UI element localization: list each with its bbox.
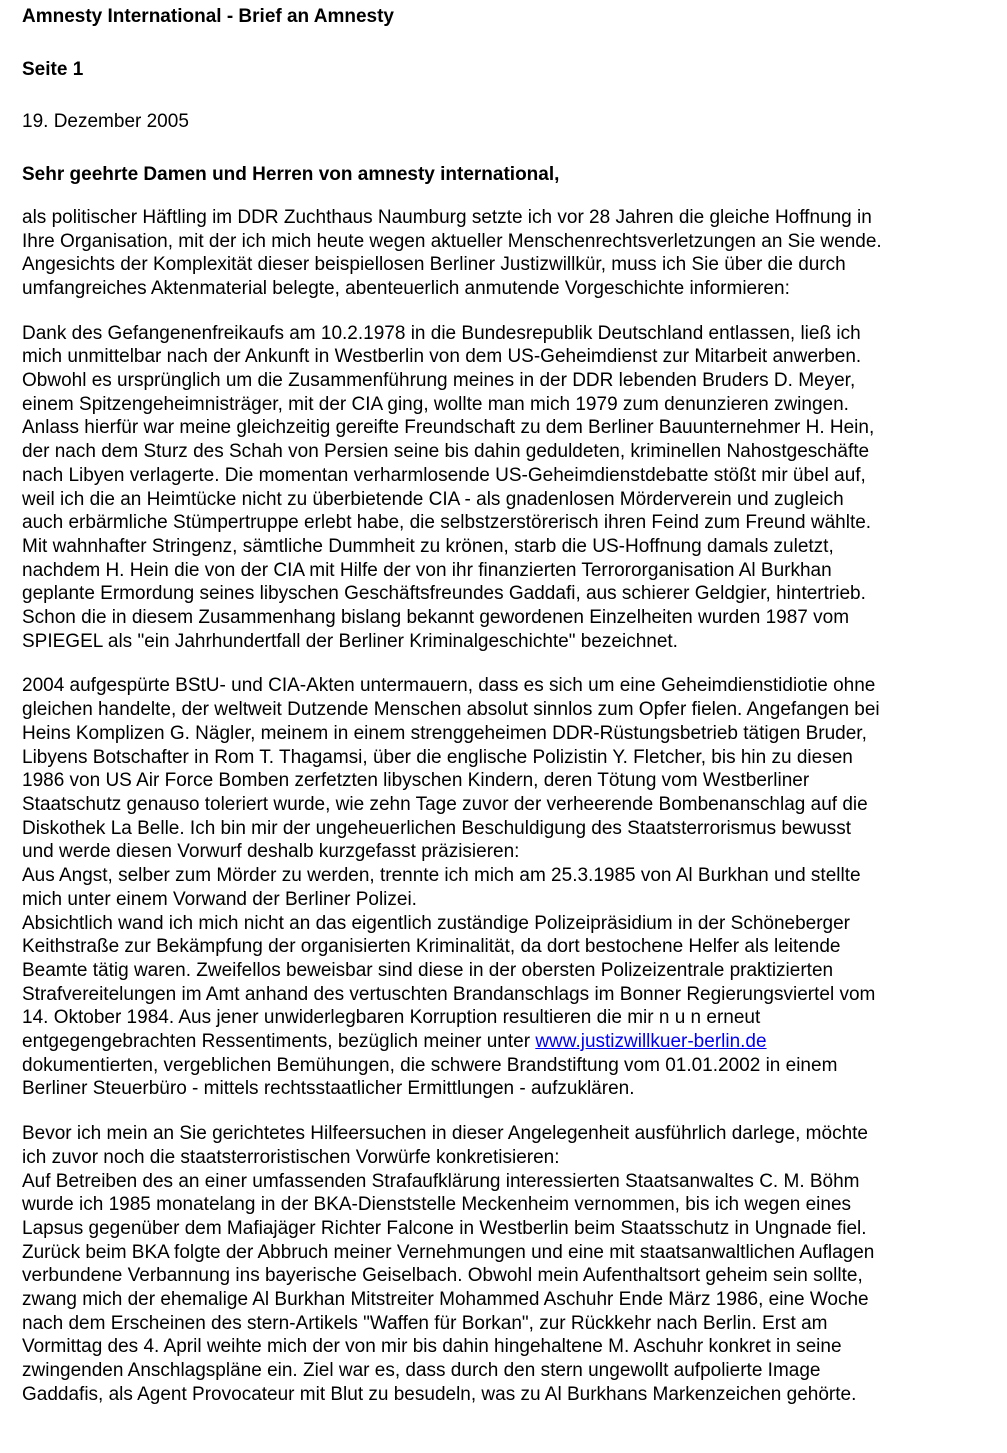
letter-date: 19. Dezember 2005 (22, 111, 189, 133)
paragraph-3 (22, 674, 985, 1101)
text-line: Ihre Organisation, mit der ich mich heute wegen aktueller Menschenrechtsverletzungen an Sie wende. (22, 230, 882, 252)
text-line: Mit wahnhafter Stringenz, sämtliche Dummheit zu krönen, starb die US-Hoffnung damals zuletzt, (22, 535, 834, 557)
text-line: Beamte tätig waren. Zweifellos beweisbar sind diese in der obersten Polizeizentrale praktizierten (22, 959, 834, 981)
text-line: Obwohl es ursprünglich um die Zusammenführung meines in der DDR lebenden Bruders D. Meyer, (22, 370, 856, 392)
text-line: auch erbärmliche Stümpertruppe erlebt habe, die selbstzerstörerisch ihren Feind zum Freund wählte. (22, 512, 872, 534)
text-line: umfangreiches Aktenmaterial belegte, abenteuerlich anmutende Vorgeschichte informieren: (22, 277, 790, 299)
text-line: 14. Oktober 1984. Aus jener unwiderlegbaren Korruption resultieren die mir n u n erneut (22, 1007, 761, 1029)
text-line: nach dem Erscheinen des stern-Artikels "Waffen für Borkan", zur Rückkehr nach Berlin. Erst am (22, 1312, 828, 1334)
page-number: Seite 1 (22, 58, 84, 80)
text-line: wurde ich 1985 monatelang in der BKA-Dienststelle Meckenheim vernommen, bis ich wegen eines (22, 1194, 852, 1216)
text-line: und werde diesen Vorwurf deshalb kurzgefasst präzisieren: (22, 841, 520, 863)
text-line: Keithstraße zur Bekämpfung der organisierten Kriminalität, da dort bestochene Helfer als leitende (22, 936, 841, 958)
salutation: Sehr geehrte Damen und Herren von amnesty international, (22, 164, 560, 186)
text-line: Bevor ich mein an Sie gerichtetes Hilfeersuchen in dieser Angelegenheit ausführlich darlege, möchte (22, 1123, 868, 1145)
text-line: Libyens Botschafter in Rom T. Thagamsi, über die englische Polizistin Y. Fletcher, bis hin zu diesen (22, 746, 853, 768)
text-line: Aus Angst, selber zum Mörder zu werden, trennte ich mich am 25.3.1985 von Al Burkhan und stellte (22, 865, 861, 887)
text-line: Anlass hierfür war meine gleichzeitig gereifte Freundschaft zu dem Berliner Bauunternehmer H. Hein, (22, 417, 875, 439)
text-line: der nach dem Sturz des Schah von Persien seine bis dahin geduldeten, kriminellen Nahostgeschäfte (22, 441, 870, 463)
text-line: Heins Komplizen G. Nägler, meinem in einem strenggeheimen DDR-Rüstungsbetrieb tätigen Bruder, (22, 722, 867, 744)
paragraph-4 (22, 1122, 985, 1406)
text-line: Angesichts der Komplexität dieser beispiellosen Berliner Justizwillkür, muss ich Sie über die durch (22, 254, 846, 276)
link-line-prefix: entgegengebrachten Ressentiments, bezüglich meiner unter (22, 1031, 536, 1053)
text-line: Staatschutz genauso toleriert wurde, wie zehn Tage zuvor der verheerende Bombenanschlag auf die (22, 793, 868, 815)
text-line: gleichen handelte, der weltweit Dutzende Menschen absolut sinnlos zum Opfer fielen. Angefangen bei (22, 699, 880, 721)
text-line: Absichtlich wand ich mich nicht an das eigentlich zuständige Polizeipräsidium in der Schöneberger (22, 912, 851, 934)
text-line: dokumentierten, vergeblichen Bemühungen, die schwere Brandstiftung vom 01.01.2002 in einem (22, 1054, 838, 1076)
text-line: mich unter einem Vorwand der Berliner Polizei. (22, 888, 417, 910)
website-link[interactable]: www.justizwillkuer-berlin.de (535, 1031, 767, 1053)
text-line: ich zuvor noch die staatsterroristischen Vorwürfe konkretisieren: (22, 1146, 560, 1168)
text-line: Gaddafis, als Agent Provocateur mit Blut zu besudeln, was zu Al Burkhans Markenzeichen gehörte. (22, 1383, 857, 1405)
text-line: Dank des Gefangenenfreikaufs am 10.2.1978 in die Bundesrepublik Deutschland entlassen, ließ ich (22, 322, 861, 344)
text-line: weil ich die an Heimtücke nicht zu überbietende CIA - als gnadenlosen Mörderverein und zugleich (22, 488, 844, 510)
text-line: als politischer Häftling im DDR Zuchthaus Naumburg setzte ich vor 28 Jahren die gleiche Hoffnung in (22, 206, 872, 228)
text-line: nach Libyen verlagerte. Die momentan verharmlosende US-Geheimdienstdebatte stößt mir übel auf, (22, 464, 866, 486)
text-line: zwang mich der ehemalige Al Burkhan Mitstreiter Mohammed Aschuhr Ende März 1986, eine Woche (22, 1289, 869, 1311)
text-line: mich unmittelbar nach der Ankunft in Westberlin von dem US-Geheimdienst zur Mitarbeit anwerben. (22, 346, 862, 368)
text-line: Diskothek La Belle. Ich bin mir der ungeheuerlichen Beschuldigung des Staatsterrorismus bewusst (22, 817, 852, 839)
paragraph-1 (22, 206, 985, 301)
text-line: 2004 aufgespürte BStU- und CIA-Akten untermauern, dass es sich um eine Geheimdienstidiotie ohne (22, 675, 876, 697)
text-line: Strafvereitelungen im Amt anhand des vertuschten Brandanschlags im Bonner Regierungsviertel vom (22, 983, 876, 1005)
text-line: nachdem H. Hein die von der CIA mit Hilfe der von ihr finanzierten Terrororganisation Al Burkhan (22, 559, 832, 581)
text-line: Auf Betreiben des an einer umfassenden Strafaufklärung interessierten Staatsanwaltes C. M. Böhm (22, 1170, 860, 1192)
text-line: Berliner Steuerbüro - mittels rechtsstaatlicher Ermittlungen - aufzuklären. (22, 1078, 635, 1100)
document-title: Amnesty International - Brief an Amnesty (22, 6, 394, 27)
text-line: Schon die in diesem Zusammenhang bislang bekannt gewordenen Einzelheiten wurden 1987 vom (22, 607, 850, 629)
paragraph-2 (22, 322, 985, 654)
text-line: 1986 von US Air Force Bomben zerfetzten libyschen Kindern, deren Tötung vom Westberliner (22, 770, 810, 792)
text-line: verbundene Verbannung ins bayerische Geiselbach. Obwohl mein Aufenthaltsort geheim sein sollte, (22, 1265, 863, 1287)
text-line: Lapsus gegenüber dem Mafiajäger Richter Falcone in Westberlin beim Staatsschutz in Ungnade fiel. (22, 1217, 867, 1239)
text-line: einem Spitzengeheimnisträger, mit der CIA ging, wollte man mich 1979 zum denunzieren zwingen. (22, 393, 849, 415)
text-line: SPIEGEL als "ein Jahrhundertfall der Berliner Kriminalgeschichte" bezeichnet. (22, 630, 678, 652)
text-line: Vormittag des 4. April weihte mich der von mir bis dahin hingehaltene M. Aschuhr konkret in seine (22, 1336, 842, 1358)
text-line: geplante Ermordung seines libyschen Geschäftsfreundes Gaddafi, aus schierer Geldgier, hintertrieb. (22, 583, 866, 605)
text-line: zwingenden Anschlagspläne ein. Ziel war es, dass durch den stern ungewollt aufpolierte Image (22, 1360, 821, 1382)
text-line: Zurück beim BKA folgte der Abbruch meiner Vernehmungen und eine mit staatsanwaltlichen Auflagen (22, 1241, 875, 1263)
text-line-with-link (22, 1030, 985, 1054)
